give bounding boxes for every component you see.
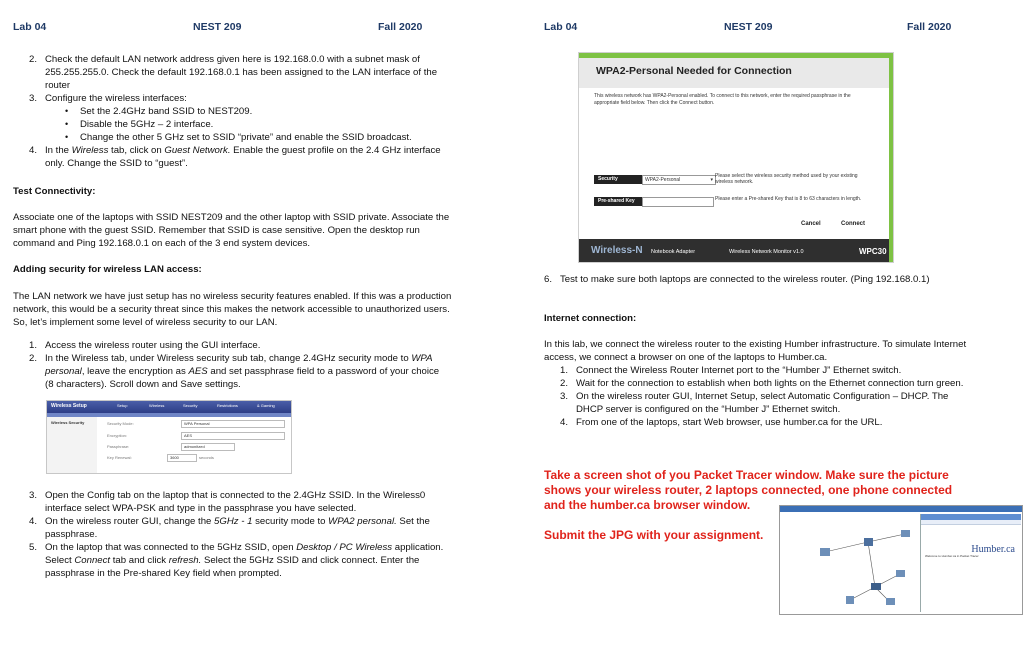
- dialog-description: This wireless network has WPA2-Personal enabled. To connect to this network, enter the required passphrase in the appropriate field below. Then click the Connect button.: [594, 93, 851, 106]
- list-item: 1. Access the wireless router using the GUI interface.: [29, 340, 261, 351]
- list-item: 2. Wait for the connection to establish when both lights on the Ethernet connection turn green.: [560, 378, 964, 389]
- laptop-icon: [820, 548, 830, 556]
- security-note: Please select the wireless security method used by your existing wireless network.: [715, 173, 858, 185]
- list-item: 4. From one of the laptops, start Web browser, use humber.ca for the URL.: [560, 417, 883, 428]
- list-item: 2. In the Wireless tab, under Wireless security sub tab, change 2.4GHz security mode to WPA personal, leave the encryption as AES and set passphrase field to a password of your choice (8 characters). Scroll down and Save settings.: [29, 353, 440, 390]
- welcome-text: Welcome to Humber.ca in Packet Tracer: [925, 554, 979, 558]
- internet-heading: Internet connection:: [544, 313, 637, 324]
- connect-button[interactable]: Connect: [841, 221, 865, 227]
- model-number: WPC30: [859, 247, 887, 256]
- list-item: 5. On the laptop that was connected to the 5GHz SSID, open Desktop / PC Wireless application. Select Connect tab and click refresh. Select the 5GHz SSID and click connect. Enter the passphrase in the Pre-shared Key field when prompted.: [29, 542, 444, 579]
- security-heading: Adding security for wireless LAN access:: [13, 264, 202, 275]
- key-note: Please enter a Pre-shared Key that is 8 to 63 characters in length.: [715, 196, 862, 202]
- switch-icon: [871, 583, 881, 590]
- submit-note: Submit the JPG with your assignment.: [544, 528, 764, 542]
- network-topology: [780, 512, 920, 614]
- list-item: 4. In the Wireless tab, click on Guest Network. Enable the guest profile on the 2.4 GHz interface only. Change the SSID to “guest”.: [29, 145, 441, 169]
- left-page: [0, 0, 500, 671]
- header-course: NEST 209: [724, 21, 773, 33]
- list-item: 2. Check the default LAN network address given here is 192.168.0.0 with a subnet mask of 255.255.255.0. Check the default 192.168.0.1 has been assigned to the LAN interface of the router: [29, 54, 438, 91]
- browser-window: [920, 514, 1021, 612]
- step-6: [544, 273, 1004, 286]
- test-text: Associate one of the laptops with SSID NEST209 and the other laptop with SSID private. Associate the smart phone with the guest SSID. Remember that SSID is case sensitive. Open the desktop run command and Ping 192.168.0.1 on each of the 3 end system devices.: [13, 212, 450, 249]
- screenshot-task: Take a screen shot of you Packet Tracer window. Make sure the picture shows your wireless router, 2 laptops connected, one phone connected and the humber.ca browser window.: [544, 468, 953, 512]
- wireless-security-screenshot: Wireless Setup Setup Wireless Security Restrictions & Gaming Wireless Security Security Mode: WPA Personal Encryption: AES Passphrase: admonitzed Key Renewal: 3600 seconds: [46, 400, 292, 474]
- bullet-list: [29, 105, 449, 144]
- bullet-item: • Change the other 5 GHz set to SSID “private” and enable the SSID broadcast.: [61, 131, 449, 144]
- steps-top: [29, 53, 449, 170]
- header-term: Fall 2020: [907, 21, 952, 33]
- wpa2-dialog-screenshot: [578, 52, 894, 263]
- security-select[interactable]: WPA2-Personal ▾: [642, 175, 716, 185]
- router-tab-bar: Wireless Setup Setup Wireless Security Restrictions & Gaming: [47, 401, 291, 413]
- bullet-item: • Disable the 5GHz – 2 interface.: [61, 118, 449, 131]
- cancel-button[interactable]: Cancel: [801, 221, 821, 227]
- dialog-title: WPA2-Personal Needed for Connection: [596, 65, 792, 77]
- security-text: The LAN network we have just setup has no wireless security features enabled. If this was a production network, this would be a security threat since this makes the network accessible to unauthorized users. So, let’s implement some level of wireless security to our LAN.: [13, 291, 452, 328]
- security-label: Security: [594, 175, 643, 184]
- humber-logo: Humber.ca: [971, 544, 1015, 555]
- list-item: 1. Connect the Wireless Router Internet port to the “Humber J” Ethernet switch.: [560, 365, 902, 376]
- pre-shared-key-field[interactable]: [642, 197, 714, 207]
- key-label: Pre-shared Key: [594, 197, 643, 206]
- list-item: 3. On the wireless router GUI, Internet Setup, select Automatic Configuration – DHCP. The DHCP server is configured on the “Humber J” Ethernet switch.: [560, 391, 949, 415]
- router-icon: [864, 538, 873, 546]
- brand-logo: Wireless-N: [591, 245, 643, 256]
- bullet-item: • Set the 2.4GHz band SSID to NEST209.: [61, 105, 449, 118]
- footer-version: Wireless Network Monitor v1.0: [729, 249, 804, 255]
- pc-icon: [901, 530, 910, 537]
- packet-tracer-thumbnail: [779, 505, 1023, 615]
- steps-bottom: [29, 489, 449, 580]
- test-heading: Test Connectivity:: [13, 186, 96, 197]
- phone-icon: [846, 596, 854, 604]
- laptop-icon: [896, 570, 905, 577]
- header-lab: Lab 04: [544, 21, 578, 33]
- list-item: 3. Configure the wireless interfaces:: [29, 93, 187, 104]
- security-steps: [29, 339, 449, 391]
- list-item: 4. On the wireless router GUI, change the 5GHz - 1 security mode to WPA2 personal. Set the passphrase.: [29, 516, 430, 540]
- list-item: 6. Test to make sure both laptops are connected to the wireless router. (Ping 192.168.0.1): [544, 274, 930, 285]
- internet-text: In this lab, we connect the wireless router to the existing Humber infrastructure. To simulate Internet access, we connect a browser on one of the laptops to Humber.ca.: [544, 339, 967, 363]
- header-course: NEST 209: [193, 21, 242, 33]
- header-term: Fall 2020: [378, 21, 423, 33]
- side-label: Wireless Security: [47, 417, 97, 473]
- footer-product: Notebook Adapter: [651, 249, 696, 255]
- list-item: 3. Open the Config tab on the laptop that is connected to the 2.4GHz SSID. In the Wireless0 interface select WPA-PSK and type in the passphrase you have selected.: [29, 490, 426, 514]
- header-lab: Lab 04: [13, 21, 47, 33]
- internet-steps: [560, 364, 970, 429]
- server-icon: [886, 598, 895, 605]
